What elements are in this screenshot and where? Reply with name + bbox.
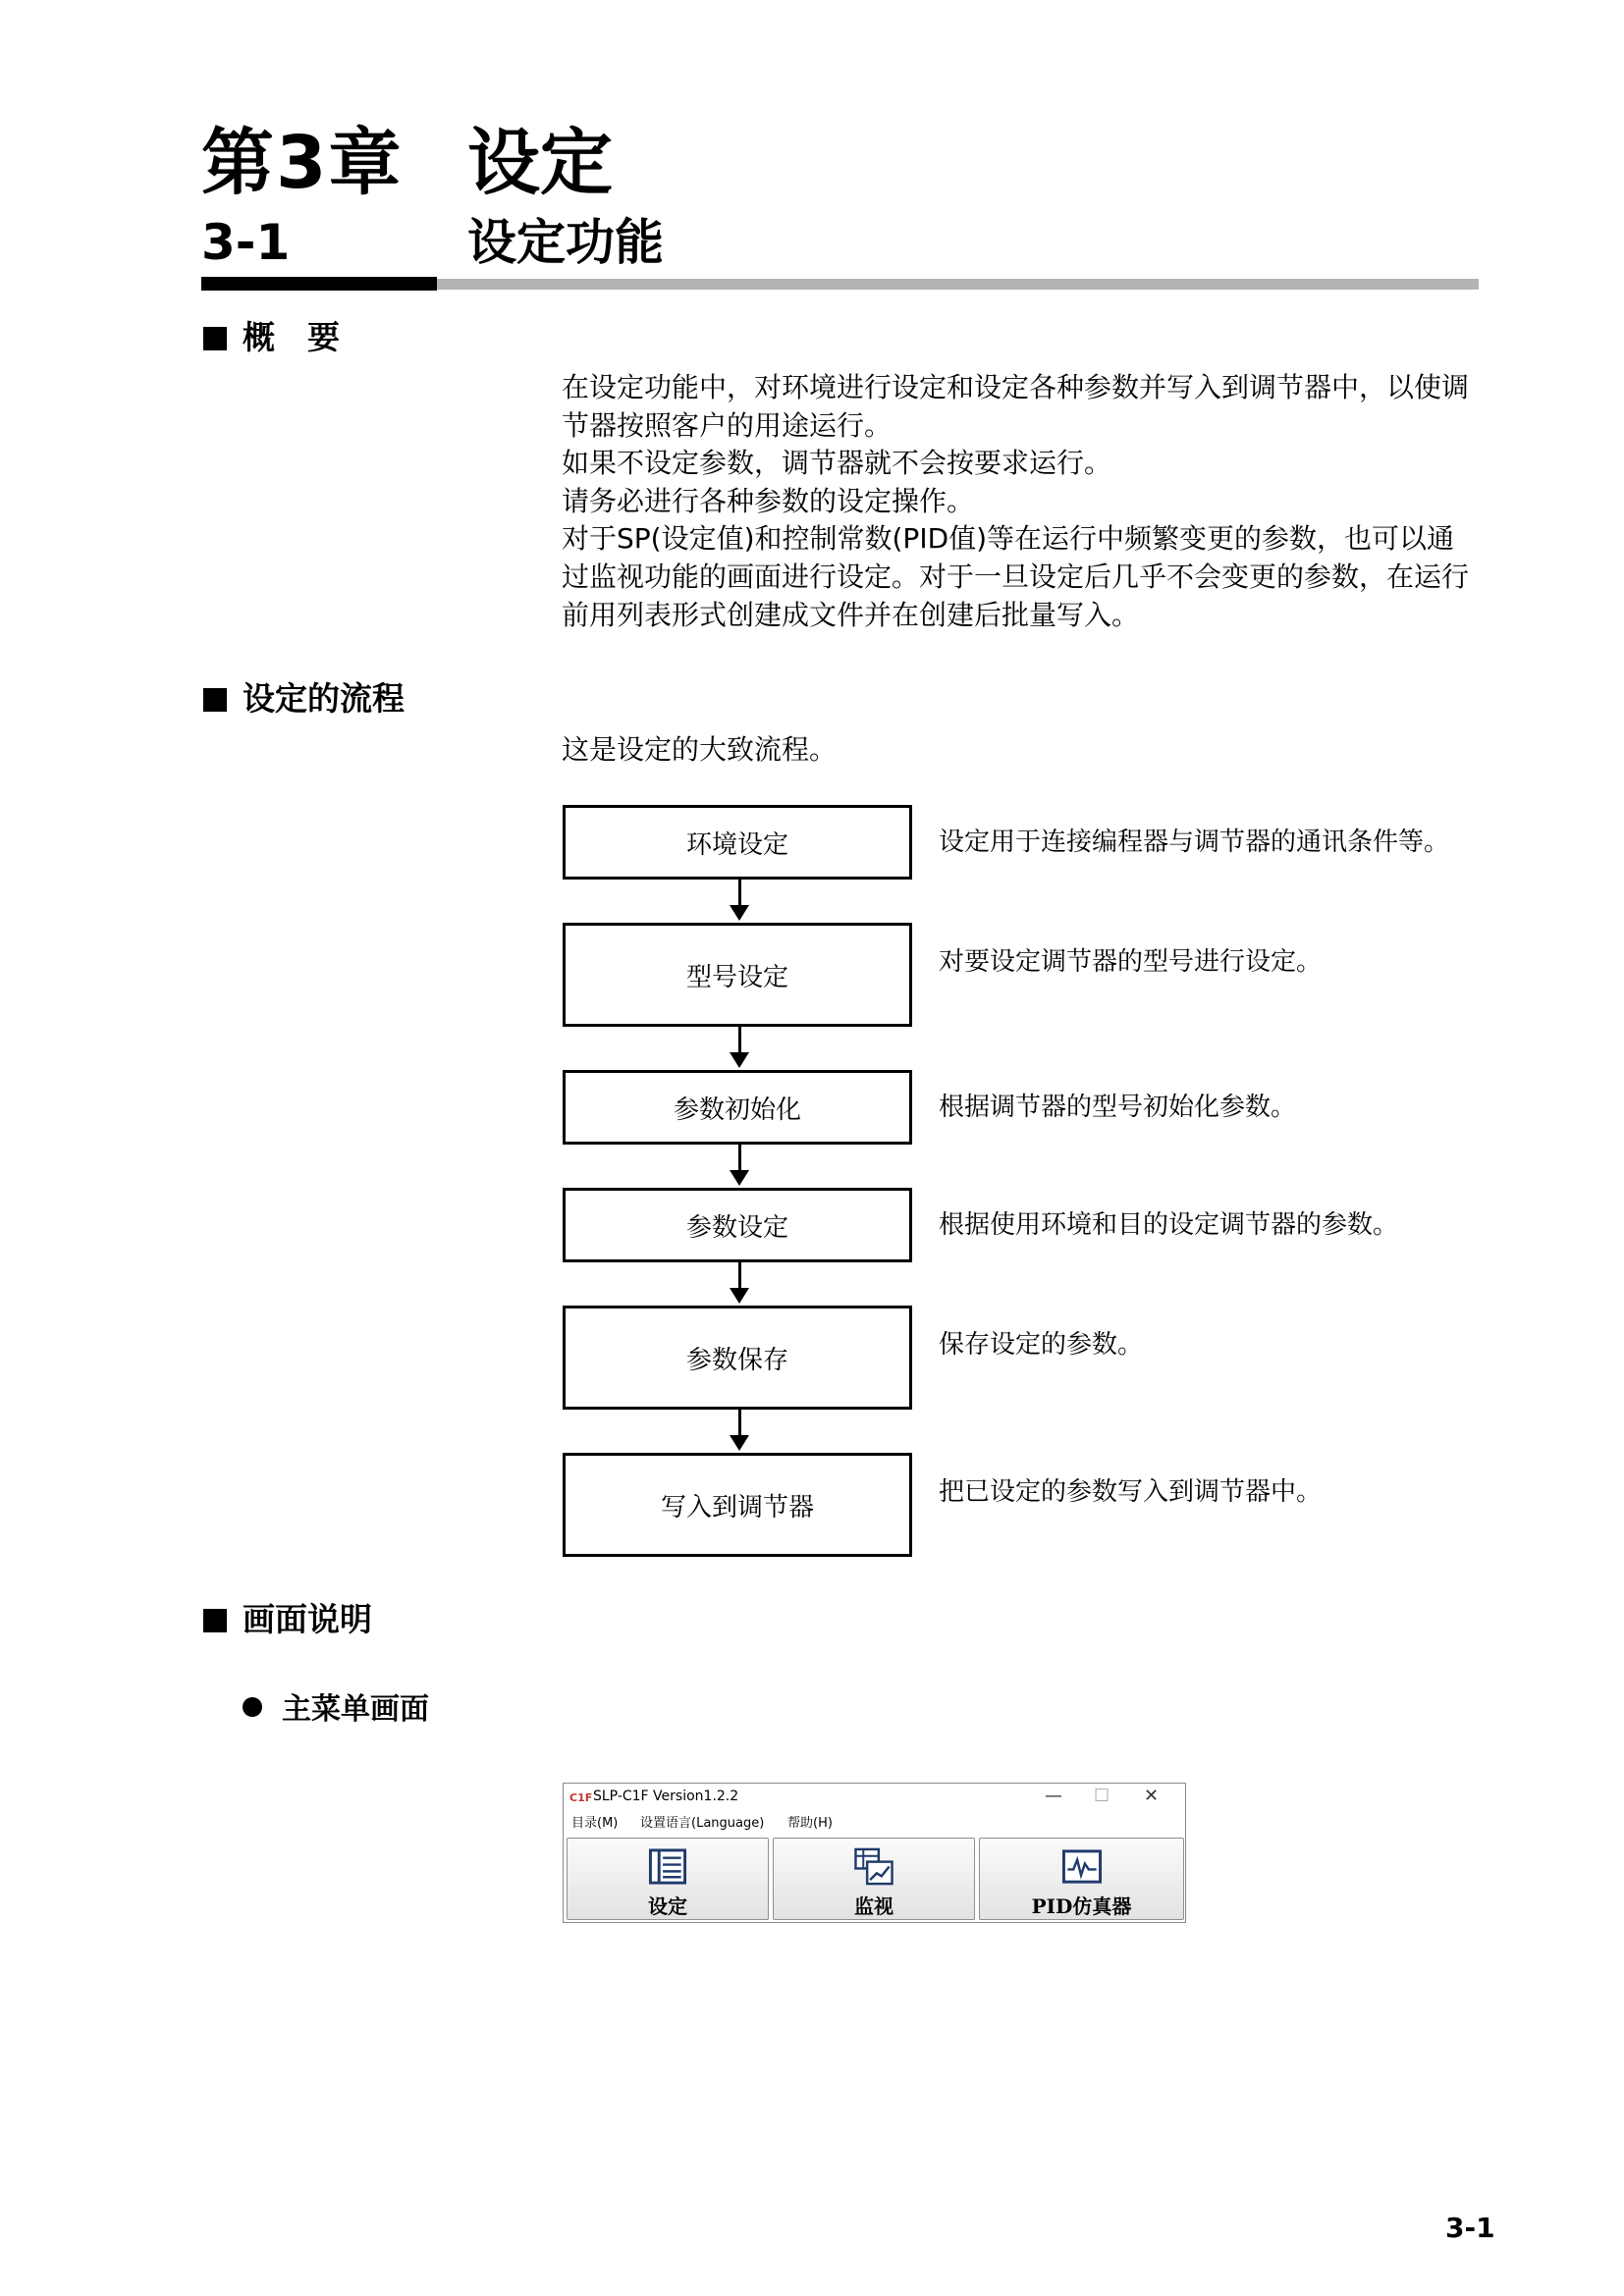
flow-step-label: 写入到调节器 [660, 1492, 814, 1522]
flow-step-desc: 根据调节器的型号初始化参数。 [939, 1093, 1297, 1122]
arrow-down-icon [730, 1435, 749, 1451]
section-number: 3-1 [201, 214, 291, 271]
flow-step-desc: 把已设定的参数写入到调节器中。 [939, 1477, 1323, 1507]
chapter-title: 设定 [467, 121, 613, 205]
flow-step-box [563, 1453, 912, 1557]
header-rule-dark [201, 277, 437, 291]
screen-heading [203, 1598, 372, 1641]
overview-line: 节器按照客户的用途运行。 [562, 408, 893, 442]
main-menu-subheading [243, 1688, 429, 1732]
flow-connector [738, 880, 741, 905]
overview-paragraph [562, 369, 1485, 634]
monitor-button-label: 监视 [854, 1895, 893, 1918]
flow-step-desc: 保存设定的参数。 [939, 1330, 1144, 1360]
menu-item-language[interactable]: 设置语言(Language) [640, 1816, 765, 1831]
flow-connector [738, 1410, 741, 1435]
flow-step-box [563, 805, 912, 880]
flow-step-desc: 设定用于连接编程器与调节器的通讯条件等。 [939, 828, 1450, 857]
overview-line: 前用列表形式创建成文件并在创建后批量写入。 [562, 598, 1140, 631]
overview-heading [203, 316, 340, 359]
overview-line: 请务必进行各种参数的设定操作。 [562, 484, 975, 517]
flow-step-box [563, 1070, 912, 1145]
screen-heading-text: 画面说明 [243, 1600, 372, 1638]
flow-step-box [563, 1306, 912, 1410]
flow-connector [738, 1027, 741, 1052]
flow-step-label: 参数初始化 [673, 1095, 801, 1125]
arrow-down-icon [730, 1170, 749, 1186]
arrow-down-icon [730, 1052, 749, 1068]
flow-intro: 这是设定的大致流程。 [562, 733, 838, 766]
flow-step-box [563, 1188, 912, 1262]
flow-step-label: 参数保存 [685, 1345, 788, 1375]
flow-step-desc: 根据使用环境和目的设定调节器的参数。 [939, 1210, 1399, 1240]
flow-step-desc: 对要设定调节器的型号进行设定。 [939, 947, 1323, 977]
flow-step-label: 型号设定 [685, 962, 788, 992]
pid-simulator-button[interactable] [979, 1838, 1184, 1920]
monitor-chart-icon [851, 1846, 896, 1887]
square-bullet-icon [203, 1609, 227, 1632]
circle-bullet-icon [243, 1697, 262, 1717]
flow-step-label: 环境设定 [685, 829, 788, 860]
monitor-button[interactable] [773, 1838, 975, 1920]
square-bullet-icon [203, 688, 227, 712]
main-menu-subheading-text: 主菜单画面 [282, 1692, 429, 1727]
flow-step-label: 参数设定 [685, 1212, 788, 1243]
flow-step-box [563, 923, 912, 1027]
overview-line: 如果不设定参数，调节器就不会按要求运行。 [562, 447, 1112, 480]
flow-heading-text: 设定的流程 [243, 679, 405, 718]
overview-line: 过监视功能的画面进行设定。对于一旦设定后几乎不会变更的参数，在运行 [562, 560, 1470, 593]
flow-connector [738, 1145, 741, 1170]
overview-heading-text: 概 要 [243, 318, 340, 356]
app-window [563, 1783, 1186, 1923]
flow-heading [203, 677, 405, 721]
arrow-down-icon [730, 1288, 749, 1304]
list-icon [645, 1846, 690, 1887]
pid-simulator-button-label: PID仿真器 [1031, 1895, 1132, 1918]
section-title: 设定功能 [467, 214, 664, 271]
settings-button-label: 设定 [648, 1895, 687, 1918]
square-bullet-icon [203, 327, 227, 350]
overview-line: 在设定功能中，对环境进行设定和设定各种参数并写入到调节器中，以使调 [562, 371, 1470, 403]
menu-item-catalog[interactable]: 目录(M) [571, 1816, 619, 1831]
page-number: 3-1 [1445, 2212, 1495, 2244]
arrow-down-icon [730, 905, 749, 921]
overview-line: 对于SP(设定值)和控制常数(PID值)等在运行中频繁变更的参数，也可以通 [562, 522, 1455, 556]
app-logo: C1F [569, 1791, 593, 1804]
close-button[interactable]: ✕ [1144, 1786, 1160, 1806]
flow-connector [738, 1262, 741, 1288]
menu-item-help[interactable]: 帮助(H) [787, 1816, 833, 1831]
settings-button[interactable] [567, 1838, 769, 1920]
minimize-button[interactable]: — [1045, 1786, 1062, 1806]
chapter-number: 第3章 [201, 121, 404, 205]
window-title: SLP-C1F Version1.2.2 [593, 1789, 739, 1804]
waveform-icon [1059, 1846, 1105, 1887]
maximize-button[interactable]: ☐ [1094, 1786, 1110, 1806]
header-rule-light [437, 279, 1479, 290]
